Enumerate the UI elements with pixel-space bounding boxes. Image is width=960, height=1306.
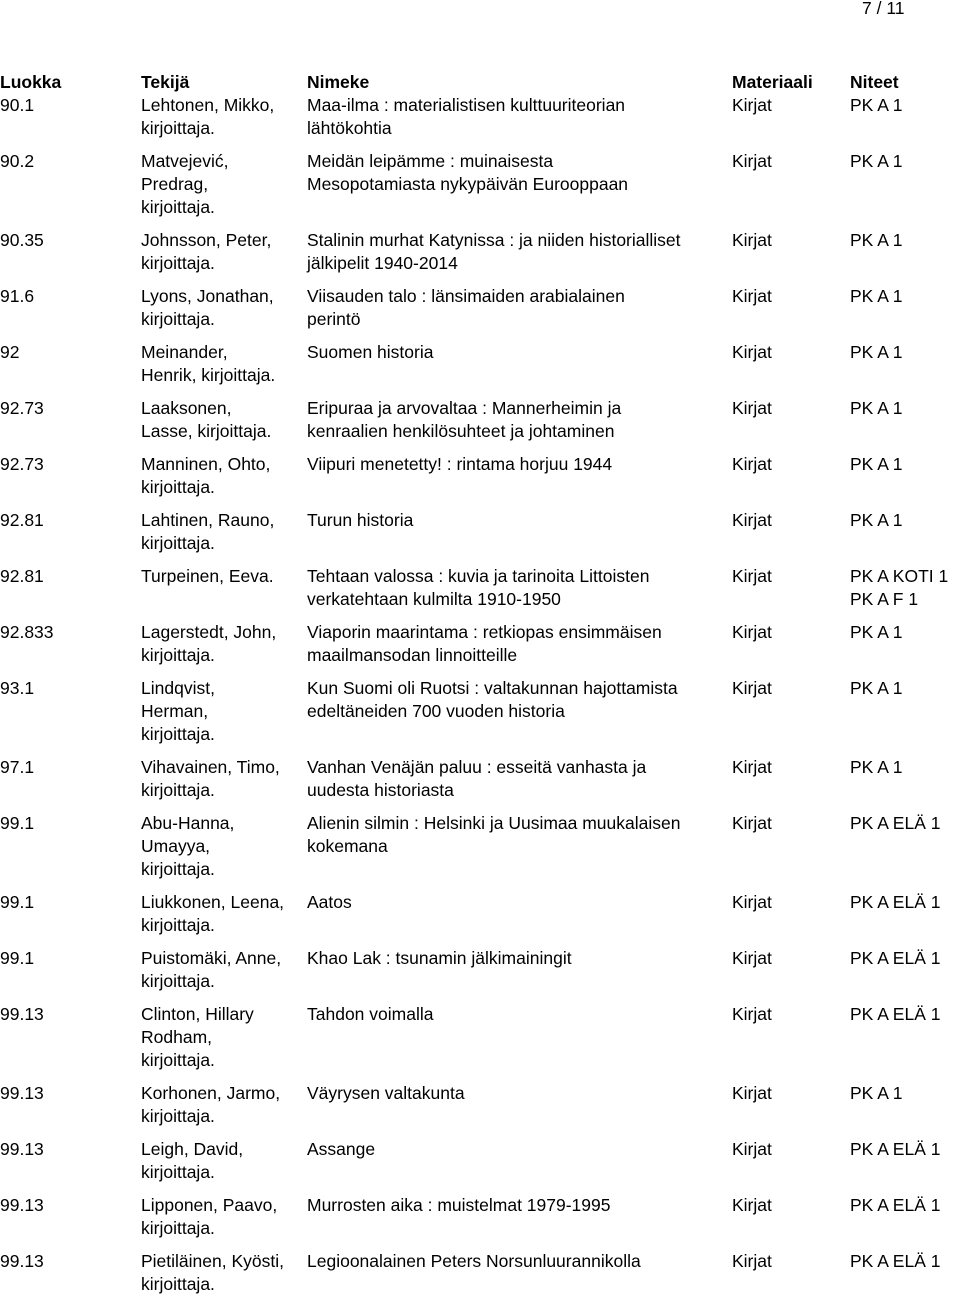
material-cell: Kirjat — [732, 566, 772, 586]
notes-cell-line: PK A 1 — [850, 342, 903, 362]
author-cell-line: Lyons, Jonathan, — [141, 286, 274, 306]
class-cell: 90.35 — [0, 230, 44, 250]
class-cell: 92.73 — [0, 398, 44, 418]
material-cell: Kirjat — [732, 1251, 772, 1271]
author-cell — [141, 947, 307, 1003]
author-cell-line: Puistomäki, Anne, — [141, 948, 282, 968]
material-cell: Kirjat — [732, 398, 772, 418]
author-cell — [141, 1082, 307, 1138]
class-cell: 99.13 — [0, 1195, 44, 1215]
table-row — [0, 947, 960, 1003]
material-cell: Kirjat — [732, 1083, 772, 1103]
author-cell-line: kirjoittaja. — [141, 197, 215, 217]
table-row — [0, 397, 960, 453]
material-cell: Kirjat — [732, 813, 772, 833]
material-cell: Kirjat — [732, 286, 772, 306]
notes-cell — [850, 565, 960, 621]
title-cell — [307, 677, 732, 756]
notes-cell — [850, 677, 960, 756]
notes-cell — [850, 285, 960, 341]
title-cell-line: Väyrysen valtakunta — [307, 1083, 465, 1103]
author-cell-line: Rodham, — [141, 1027, 213, 1047]
title-cell — [307, 397, 732, 453]
table-row — [0, 621, 960, 677]
catalog-table — [0, 71, 960, 1306]
author-cell-line: kirjoittaja. — [141, 859, 215, 879]
table-row — [0, 341, 960, 397]
author-cell-line: kirjoittaja. — [141, 1050, 215, 1070]
title-cell — [307, 621, 732, 677]
notes-cell-line: PK A 1 — [850, 151, 903, 171]
title-cell-line: Maa-ilma : materialistisen kulttuuriteorian — [307, 95, 626, 115]
notes-cell — [850, 1082, 960, 1138]
author-cell-line: kirjoittaja. — [141, 477, 215, 497]
table-row — [0, 565, 960, 621]
class-cell: 99.13 — [0, 1251, 44, 1271]
title-cell-line: Mesopotamiasta nykypäivän Eurooppaan — [307, 174, 629, 194]
table-row — [0, 1138, 960, 1194]
notes-cell — [850, 621, 960, 677]
title-cell-line: Legioonalainen Peters Norsunluurannikolla — [307, 1251, 641, 1271]
material-cell: Kirjat — [732, 892, 772, 912]
title-cell-line: Stalinin murhat Katynissa : ja niiden historialliset — [307, 230, 681, 250]
class-cell: 99.13 — [0, 1139, 44, 1159]
author-cell — [141, 397, 307, 453]
notes-cell-line: PK A ELÄ 1 — [850, 1195, 941, 1215]
class-cell: 93.1 — [0, 678, 35, 698]
table-row — [0, 285, 960, 341]
notes-cell-line: PK A 1 — [850, 622, 903, 642]
author-cell-line: kirjoittaja. — [141, 533, 215, 553]
notes-cell — [850, 94, 960, 150]
author-cell-line: Lasse, kirjoittaja. — [141, 421, 272, 441]
author-cell-line: kirjoittaja. — [141, 1106, 215, 1126]
title-cell-line: maailmansodan linnoitteille — [307, 645, 518, 665]
notes-cell-line: PK A ELÄ 1 — [850, 1004, 941, 1024]
author-cell-line: Laaksonen, — [141, 398, 232, 418]
table-row — [0, 891, 960, 947]
author-cell-line: Abu-Hanna, — [141, 813, 235, 833]
material-cell: Kirjat — [732, 342, 772, 362]
class-cell: 99.13 — [0, 1083, 44, 1103]
table-body — [0, 94, 960, 1306]
class-cell: 97.1 — [0, 757, 35, 777]
title-cell-line: Assange — [307, 1139, 376, 1159]
author-cell-line: Lipponen, Paavo, — [141, 1195, 278, 1215]
author-cell-line: Liukkonen, Leena, — [141, 892, 285, 912]
author-cell-line: Manninen, Ohto, — [141, 454, 271, 474]
author-cell-line: Vihavainen, Timo, — [141, 757, 280, 777]
author-cell-line: Lehtonen, Mikko, — [141, 95, 275, 115]
notes-cell-line: PK A 1 — [850, 757, 903, 777]
author-cell — [141, 1250, 307, 1306]
table-row — [0, 677, 960, 756]
table-row — [0, 229, 960, 285]
author-cell-line: Pietiläinen, Kyösti, — [141, 1251, 284, 1271]
author-cell-line: kirjoittaja. — [141, 971, 215, 991]
title-cell — [307, 285, 732, 341]
author-cell-line: Lahtinen, Rauno, — [141, 510, 275, 530]
author-cell — [141, 621, 307, 677]
notes-cell — [850, 891, 960, 947]
title-cell-line: Murrosten aika : muistelmat 1979-1995 — [307, 1195, 611, 1215]
material-cell: Kirjat — [732, 1004, 772, 1024]
notes-cell — [850, 229, 960, 285]
material-cell: Kirjat — [732, 95, 772, 115]
title-cell — [307, 947, 732, 1003]
notes-cell — [850, 1194, 960, 1250]
column-header-notes: Niteet — [850, 72, 899, 92]
class-cell: 99.13 — [0, 1004, 44, 1024]
notes-cell-line: PK A F 1 — [850, 589, 919, 609]
notes-cell-line: PK A ELÄ 1 — [850, 1139, 941, 1159]
title-cell-line: Suomen historia — [307, 342, 434, 362]
title-cell — [307, 150, 732, 229]
notes-cell — [850, 453, 960, 509]
title-cell — [307, 1138, 732, 1194]
author-cell — [141, 509, 307, 565]
notes-cell-line: PK A 1 — [850, 286, 903, 306]
notes-cell — [850, 1003, 960, 1082]
table-row — [0, 1003, 960, 1082]
author-cell-line: kirjoittaja. — [141, 1162, 215, 1182]
author-cell-line: Umayya, — [141, 836, 211, 856]
title-cell — [307, 1194, 732, 1250]
notes-cell-line: PK A 1 — [850, 510, 903, 530]
author-cell — [141, 812, 307, 891]
title-cell-line: edeltäneiden 700 vuoden historia — [307, 701, 565, 721]
table-row — [0, 812, 960, 891]
column-header-title: Nimeke — [307, 72, 370, 92]
column-header-class: Luokka — [0, 72, 62, 92]
title-cell — [307, 341, 732, 397]
title-cell — [307, 1082, 732, 1138]
author-cell-line: Johnsson, Peter, — [141, 230, 272, 250]
title-cell-line: kokemana — [307, 836, 388, 856]
author-cell — [141, 756, 307, 812]
table-row — [0, 1250, 960, 1306]
notes-cell-line: PK A 1 — [850, 95, 903, 115]
author-cell-line: kirjoittaja. — [141, 645, 215, 665]
author-cell-line: kirjoittaja. — [141, 1274, 215, 1294]
material-cell: Kirjat — [732, 622, 772, 642]
notes-cell-line: PK A ELÄ 1 — [850, 1251, 941, 1271]
notes-cell — [850, 756, 960, 812]
author-cell-line: kirjoittaja. — [141, 253, 215, 273]
notes-cell — [850, 150, 960, 229]
material-cell: Kirjat — [732, 678, 772, 698]
class-cell: 92.73 — [0, 454, 44, 474]
title-cell-line: Eripuraa ja arvovaltaa : Mannerheimin ja — [307, 398, 622, 418]
title-cell-line: Viaporin maarintama : retkiopas ensimmäisen — [307, 622, 662, 642]
title-cell — [307, 1250, 732, 1306]
title-cell-line: Viisauden talo : länsimaiden arabialainen — [307, 286, 625, 306]
author-cell-line: Lindqvist, — [141, 678, 215, 698]
author-cell-line: Clinton, Hillary — [141, 1004, 254, 1024]
title-cell — [307, 229, 732, 285]
material-cell: Kirjat — [732, 510, 772, 530]
title-cell-line: Vanhan Venäjän paluu : esseitä vanhasta ja — [307, 757, 647, 777]
material-cell: Kirjat — [732, 1195, 772, 1215]
title-cell-line: verkatehtaan kulmilta 1910-1950 — [307, 589, 561, 609]
notes-cell-line: PK A 1 — [850, 398, 903, 418]
author-cell — [141, 150, 307, 229]
notes-cell — [850, 509, 960, 565]
class-cell: 91.6 — [0, 286, 35, 306]
class-cell: 90.1 — [0, 95, 35, 115]
class-cell: 90.2 — [0, 151, 35, 171]
notes-cell-line: PK A 1 — [850, 678, 903, 698]
notes-cell-line: PK A ELÄ 1 — [850, 892, 941, 912]
title-cell-line: Viipuri menetetty! : rintama horjuu 1944 — [307, 454, 613, 474]
title-cell — [307, 891, 732, 947]
title-cell-line: Alienin silmin : Helsinki ja Uusimaa muukalaisen — [307, 813, 681, 833]
title-cell-line: kenraalien henkilösuhteet ja johtaminen — [307, 421, 615, 441]
notes-cell-line: PK A 1 — [850, 454, 903, 474]
notes-cell — [850, 812, 960, 891]
author-cell-line: Meinander, — [141, 342, 228, 362]
title-cell — [307, 565, 732, 621]
notes-cell — [850, 1250, 960, 1306]
author-cell — [141, 341, 307, 397]
notes-cell — [850, 397, 960, 453]
material-cell: Kirjat — [732, 757, 772, 777]
title-cell — [307, 453, 732, 509]
author-cell-line: kirjoittaja. — [141, 309, 215, 329]
notes-cell — [850, 947, 960, 1003]
author-cell — [141, 1138, 307, 1194]
author-cell-line: Leigh, David, — [141, 1139, 244, 1159]
author-cell-line: kirjoittaja. — [141, 1218, 215, 1238]
class-cell: 92 — [0, 342, 20, 362]
class-cell: 92.81 — [0, 510, 44, 530]
author-cell — [141, 1194, 307, 1250]
author-cell — [141, 229, 307, 285]
author-cell-line: Korhonen, Jarmo, — [141, 1083, 281, 1103]
author-cell-line: Lagerstedt, John, — [141, 622, 277, 642]
material-cell: Kirjat — [732, 948, 772, 968]
title-cell-line: jälkipelit 1940-2014 — [307, 253, 458, 273]
author-cell-line: kirjoittaja. — [141, 915, 215, 935]
title-cell-line: Turun historia — [307, 510, 414, 530]
notes-cell-line: PK A 1 — [850, 1083, 903, 1103]
author-cell — [141, 565, 307, 621]
title-cell-line: Tahdon voimalla — [307, 1004, 434, 1024]
author-cell — [141, 285, 307, 341]
title-cell — [307, 509, 732, 565]
notes-cell — [850, 1138, 960, 1194]
title-cell — [307, 756, 732, 812]
author-cell-line: Matvejević, — [141, 151, 229, 171]
class-cell: 99.1 — [0, 892, 35, 912]
class-cell: 99.1 — [0, 948, 35, 968]
material-cell: Kirjat — [732, 454, 772, 474]
material-cell: Kirjat — [732, 1139, 772, 1159]
column-header-author: Tekijä — [141, 72, 190, 92]
table-row — [0, 453, 960, 509]
table-row — [0, 509, 960, 565]
title-cell-line: lähtökohtia — [307, 118, 392, 138]
table-row — [0, 1082, 960, 1138]
author-cell — [141, 891, 307, 947]
page-number: 7 / 11 — [862, 0, 905, 18]
author-cell-line: Henrik, kirjoittaja. — [141, 365, 276, 385]
title-cell — [307, 1003, 732, 1082]
material-cell: Kirjat — [732, 151, 772, 171]
table-row — [0, 94, 960, 150]
title-cell-line: Meidän leipämme : muinaisesta — [307, 151, 554, 171]
table-row — [0, 1194, 960, 1250]
author-cell-line: kirjoittaja. — [141, 780, 215, 800]
author-cell-line: kirjoittaja. — [141, 118, 215, 138]
table-row — [0, 150, 960, 229]
material-cell: Kirjat — [732, 230, 772, 250]
title-cell-line: uudesta historiasta — [307, 780, 454, 800]
notes-cell-line: PK A 1 — [850, 230, 903, 250]
class-cell: 92.81 — [0, 566, 44, 586]
author-cell-line: Turpeinen, Eeva. — [141, 566, 274, 586]
notes-cell-line: PK A ELÄ 1 — [850, 948, 941, 968]
class-cell: 99.1 — [0, 813, 35, 833]
author-cell — [141, 453, 307, 509]
title-cell-line: Aatos — [307, 892, 352, 912]
table-header-row — [0, 71, 960, 94]
title-cell-line: perintö — [307, 309, 361, 329]
table-row — [0, 756, 960, 812]
title-cell — [307, 94, 732, 150]
notes-cell-line: PK A KOTI 1 — [850, 566, 949, 586]
author-cell — [141, 1003, 307, 1082]
title-cell-line: Tehtaan valossa : kuvia ja tarinoita Littoisten — [307, 566, 650, 586]
author-cell-line: Herman, — [141, 701, 209, 721]
notes-cell — [850, 341, 960, 397]
author-cell — [141, 677, 307, 756]
class-cell: 92.833 — [0, 622, 54, 642]
author-cell-line: Predrag, — [141, 174, 209, 194]
notes-cell-line: PK A ELÄ 1 — [850, 813, 941, 833]
title-cell — [307, 812, 732, 891]
title-cell-line: Kun Suomi oli Ruotsi : valtakunnan hajottamista — [307, 678, 678, 698]
author-cell — [141, 94, 307, 150]
author-cell-line: kirjoittaja. — [141, 724, 215, 744]
column-header-material: Materiaali — [732, 72, 813, 92]
title-cell-line: Khao Lak : tsunamin jälkimainingit — [307, 948, 572, 968]
